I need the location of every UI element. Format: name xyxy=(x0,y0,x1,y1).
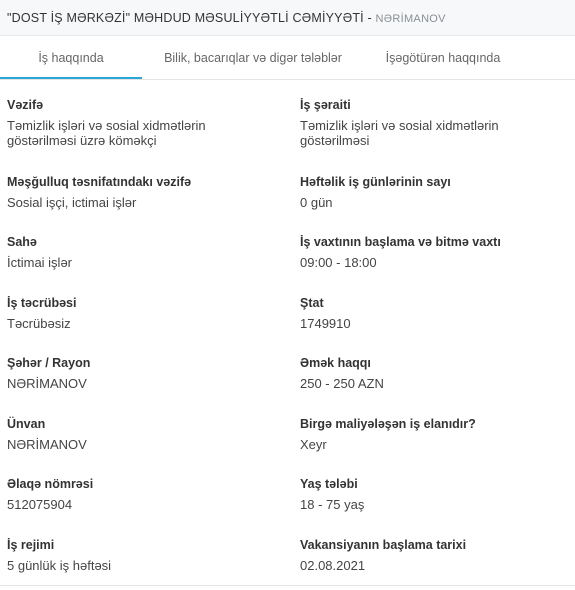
field-value: 1749910 xyxy=(300,316,351,331)
field-cofinanced xyxy=(300,417,570,452)
company-title xyxy=(7,11,446,25)
field-label: İş təcrübəsi xyxy=(7,296,77,310)
field-age-requirement xyxy=(300,477,570,512)
field-label: Ünvan xyxy=(7,417,46,431)
field-sector xyxy=(7,235,277,270)
field-value: 512075904 xyxy=(7,497,73,512)
field-address xyxy=(7,417,277,452)
field-weekly-days xyxy=(300,175,570,210)
field-city xyxy=(7,356,277,391)
field-label: Şəhər / Rayon xyxy=(7,356,91,370)
field-value: Sosial işçi, ictimai işlər xyxy=(7,195,137,210)
field-start-date xyxy=(300,538,570,573)
company-name: "DOST İŞ MƏRKƏZİ" MƏHDUD MƏSULİYYƏTLİ CƏMİYYƏTİ - xyxy=(7,11,376,25)
field-label: Əmək haqqı xyxy=(300,356,371,370)
field-value: Təmizlik işləri və sosial xidmətlərin göstərilməsi xyxy=(300,118,499,148)
field-value: 0 gün xyxy=(300,195,333,210)
field-contact-number xyxy=(7,477,277,512)
field-label: İş şəraiti xyxy=(300,98,351,112)
field-value: 250 - 250 AZN xyxy=(300,376,384,391)
field-value: İctimai işlər xyxy=(7,255,73,270)
field-label: Birgə maliyələşən iş elanıdır? xyxy=(300,417,476,431)
field-value: 5 günlük iş həftəsi xyxy=(7,558,112,573)
field-label: İş rejimi xyxy=(7,538,55,552)
tab-bar xyxy=(0,37,575,80)
field-position xyxy=(7,98,277,148)
field-label: Sahə xyxy=(7,235,37,249)
field-value: NƏRİMANOV xyxy=(7,437,87,452)
field-work-conditions xyxy=(300,98,570,148)
field-label: Əlaqə nömrəsi xyxy=(7,477,94,491)
page-header xyxy=(0,0,575,36)
field-label: Həftəlik iş günlərinin sayı xyxy=(300,175,451,189)
field-salary xyxy=(300,356,570,391)
field-label: Ştat xyxy=(300,296,324,310)
bottom-divider xyxy=(0,585,575,586)
field-value: Xeyr xyxy=(300,437,327,452)
company-location: NƏRİMANOV xyxy=(375,13,446,25)
tab-job-info[interactable]: İş haqqında xyxy=(0,37,142,79)
field-label: Vakansiyanın başlama tarixi xyxy=(300,538,467,552)
field-experience xyxy=(7,296,277,331)
field-label: İş vaxtının başlama və bitmə vaxtı xyxy=(300,235,501,249)
field-value: Təmizlik işləri və sosial xidmətlərin göstərilməsi üzrə köməkçi xyxy=(7,118,206,148)
field-value: NƏRİMANOV xyxy=(7,376,87,391)
field-work-hours xyxy=(300,235,570,270)
field-value: 02.08.2021 xyxy=(300,558,366,573)
field-value: 18 - 75 yaş xyxy=(300,497,365,512)
field-value: Təcrübəsiz xyxy=(7,316,71,331)
field-value: 09:00 - 18:00 xyxy=(300,255,377,270)
field-work-mode xyxy=(7,538,277,573)
field-classification xyxy=(7,175,277,210)
field-label: Yaş tələbi xyxy=(300,477,358,491)
field-staff xyxy=(300,296,570,331)
field-label: Vəzifə xyxy=(7,98,44,112)
tab-employer-info[interactable]: İşəgötürən haqqında xyxy=(385,51,501,65)
tab-skills-requirements[interactable]: Bilik, bacarıqlar və digər tələblər xyxy=(164,51,342,65)
field-label: Məşğulluq təsnifatındakı vəzifə xyxy=(7,175,192,189)
